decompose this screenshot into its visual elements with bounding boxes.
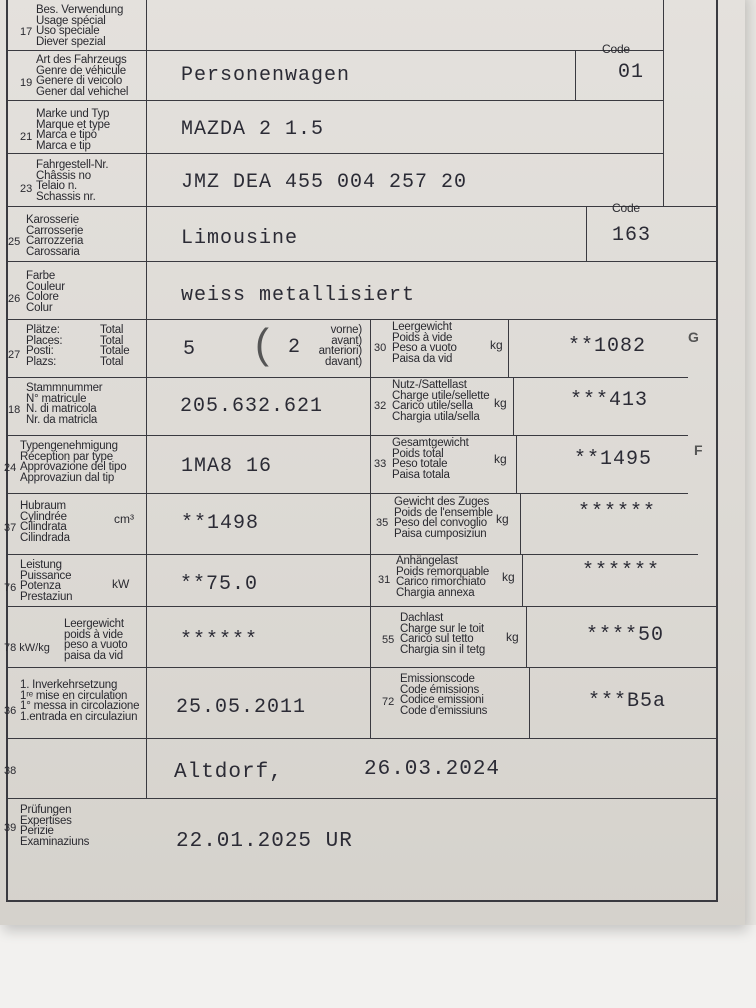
- label-fr: Puissance: [20, 569, 72, 582]
- empty-weight-value: **1082: [568, 335, 647, 358]
- field-number: 38: [4, 765, 17, 777]
- field-label-group: [396, 556, 489, 598]
- field-label-group: [20, 680, 139, 722]
- label-fr: Charge sur le toit: [400, 622, 484, 635]
- label-it: 1° messa in circolazione: [20, 700, 140, 712]
- total-weight-value: **1495: [574, 448, 653, 471]
- field-label-group: [26, 325, 62, 367]
- label-de: Leistung: [20, 559, 62, 571]
- label-de: Plätze:: [26, 324, 60, 336]
- front-label: avant): [331, 334, 362, 347]
- label-it: Telaio n.: [36, 180, 78, 192]
- label-rm: Paisa da vid: [392, 352, 453, 365]
- master-number-value: 205.632.621: [180, 395, 324, 418]
- background-surface: [0, 925, 756, 1008]
- label-it: peso a vuoto: [64, 639, 128, 651]
- label-it: Genere di veicolo: [36, 75, 123, 87]
- label-de: Dachlast: [400, 612, 444, 624]
- label-rm: Marca e tip: [36, 139, 91, 152]
- field-label-group: [400, 674, 487, 716]
- divider: [508, 319, 509, 377]
- label-it: Uso speciale: [36, 25, 100, 37]
- unit-label: kg: [502, 570, 515, 584]
- field-number: 25: [8, 236, 21, 248]
- label-fr: N° matricule: [26, 392, 87, 405]
- field-label-group: [394, 497, 493, 539]
- total-label-group: [100, 325, 130, 367]
- label-fr: Poids de l'ensemble: [394, 506, 493, 519]
- code-label: Code: [612, 201, 640, 215]
- label-de: Nutz-/Sattellast: [392, 379, 467, 391]
- label-de: Leergewicht: [64, 618, 124, 630]
- divider: [8, 798, 716, 799]
- field-number: 27: [8, 349, 21, 361]
- divider: [516, 435, 517, 493]
- label-it: Potenza: [20, 580, 61, 592]
- field-label-group: [36, 55, 128, 97]
- label-de: Bes. Verwendung: [36, 4, 124, 16]
- label-rm: Chargia sin il tetg: [400, 643, 486, 656]
- unit-label: kg: [494, 396, 507, 410]
- label-it: Peso a vuoto: [392, 342, 457, 354]
- front-label-group: [300, 325, 362, 367]
- label-rm: Examinaziuns: [20, 835, 90, 848]
- field-label-group: [400, 613, 485, 655]
- field-number: 76: [4, 582, 17, 594]
- label-fr: Genre de véhicule: [36, 64, 126, 77]
- label-it: Posti:: [26, 345, 54, 357]
- divider: [8, 738, 716, 739]
- label-de: Typengenehmigung: [20, 440, 118, 452]
- divider: [8, 50, 663, 51]
- field-number: 18: [8, 404, 21, 416]
- label-fr: Charge utile/sellette: [392, 389, 490, 402]
- field-label-group: [20, 805, 89, 847]
- front-label: davant): [325, 355, 362, 368]
- make-model-value: MAZDA 2 1.5: [181, 118, 325, 141]
- unit-label: kg: [506, 630, 519, 644]
- label-de: Anhängelast: [396, 555, 458, 567]
- field-number: 17: [20, 26, 33, 38]
- unit-label: kg: [490, 338, 503, 352]
- field-number: 35: [376, 517, 389, 529]
- divider: [8, 606, 716, 607]
- power-weight-ratio-value: ******: [180, 629, 259, 652]
- label-de: Leergewicht: [392, 321, 452, 333]
- label-it: Peso totale: [392, 458, 448, 470]
- field-number: 23: [20, 183, 33, 195]
- divider: [8, 206, 716, 207]
- unit-label: kg: [496, 512, 509, 526]
- label-de: Emissionscode: [400, 673, 475, 685]
- unit-label: kg: [494, 452, 507, 466]
- label-it: Carrozzeria: [26, 235, 84, 247]
- label-fr: Châssis no: [36, 169, 91, 182]
- field-label-group: [392, 380, 489, 422]
- field-number: 36: [4, 705, 17, 717]
- label-rm: Diever spezial: [36, 35, 106, 48]
- label-rm: Chargia annexa: [396, 586, 475, 599]
- label-it: Perizie: [20, 825, 54, 837]
- total-label: Total: [100, 324, 124, 336]
- power-value: **75.0: [180, 573, 259, 596]
- label-it: Colore: [26, 291, 59, 303]
- label-de: Gesamtgewicht: [392, 437, 469, 449]
- first-registration-value: 25.05.2011: [176, 696, 307, 719]
- type-approval-value: 1MA8 16: [181, 455, 273, 478]
- roof-load-value: ****50: [586, 624, 665, 647]
- front-label: vorne): [330, 324, 362, 336]
- emission-code-value: ***B5a: [588, 690, 667, 713]
- field-label-group: [20, 560, 72, 602]
- divider: [520, 493, 521, 554]
- label-it: Approvazione del tipo: [20, 461, 127, 473]
- divider: [146, 0, 147, 798]
- total-label: Total: [100, 355, 124, 368]
- label-it: Peso del convoglio: [394, 517, 487, 529]
- divider: [586, 206, 587, 261]
- label-it: Codice emissioni: [400, 694, 484, 706]
- divider: [8, 100, 663, 101]
- label-it: Carico sul tetto: [400, 633, 474, 645]
- label-fr: Couleur: [26, 280, 65, 293]
- label-it: N. di matricola: [26, 403, 97, 415]
- registration-card-frame: [6, 0, 718, 902]
- divider: [8, 554, 698, 555]
- field-number: 78 kW/kg: [4, 642, 50, 654]
- field-number: 31: [378, 574, 391, 586]
- displacement-value: **1498: [181, 512, 260, 535]
- field-label-group: [26, 383, 102, 425]
- divider: [8, 153, 663, 154]
- label-fr: Carrosserie: [26, 224, 84, 237]
- train-weight-value: ******: [578, 501, 657, 524]
- label-it: Carico utile/sella: [392, 400, 473, 412]
- seats-total-value: 5: [183, 338, 197, 361]
- body-type-value: Limousine: [181, 227, 299, 250]
- field-number: 33: [374, 458, 387, 470]
- label-de: Marke und Typ: [36, 108, 110, 120]
- label-fr: Cylindrée: [20, 510, 67, 523]
- code-label: Code: [602, 42, 630, 56]
- vehicle-kind-value: Personenwagen: [181, 64, 351, 87]
- divider: [8, 493, 688, 494]
- label-de: Karosserie: [26, 214, 79, 226]
- field-label-group: [392, 438, 469, 480]
- label-fr: Code émissions: [400, 683, 480, 696]
- unit-label: cm³: [114, 512, 134, 526]
- trailer-load-value: ******: [582, 560, 661, 583]
- label-fr: Usage spécial: [36, 14, 106, 27]
- front-label: anteriori): [318, 345, 362, 357]
- divider: [8, 319, 716, 320]
- label-de: Art des Fahrzeugs: [36, 54, 127, 66]
- payload-value: ***413: [570, 389, 649, 412]
- field-number: 37: [4, 522, 17, 534]
- seats-front-value: 2: [288, 336, 302, 359]
- field-label-group: [26, 271, 65, 313]
- field-number: 30: [374, 342, 387, 354]
- divider: [529, 667, 530, 738]
- label-de: Gewicht des Zuges: [394, 496, 490, 508]
- label-rm: Colur: [26, 301, 53, 314]
- field-label-group: [36, 109, 110, 151]
- label-de: Fahrgestell-Nr.: [36, 159, 109, 171]
- label-rm: Cilindrada: [20, 531, 70, 544]
- divider: [8, 261, 716, 262]
- divider: [8, 667, 716, 668]
- field-number: 32: [374, 400, 387, 412]
- label-fr: Poids remorquable: [396, 565, 490, 578]
- field-number: 24: [4, 462, 17, 474]
- label-fr: Expertises: [20, 814, 72, 827]
- field-number: 72: [382, 696, 395, 708]
- label-de: Hubraum: [20, 500, 66, 512]
- divider: [526, 606, 527, 667]
- label-de: Farbe: [26, 270, 56, 282]
- margin-marker: G: [688, 329, 699, 345]
- total-label: Totale: [100, 345, 130, 357]
- label-de: 1. Inverkehrsetzung: [20, 679, 118, 691]
- label-rm: Paisa cumposiziun: [394, 527, 487, 540]
- label-it: Marca e tipo: [36, 129, 97, 141]
- label-rm: Gener dal vehichel: [36, 85, 129, 98]
- label-rm: Paisa totala: [392, 468, 450, 481]
- label-fr: Poids total: [392, 447, 444, 460]
- label-fr: poids à vide: [64, 628, 123, 641]
- vehicle-kind-code: 01: [618, 61, 645, 84]
- label-de: Stammnummer: [26, 382, 103, 394]
- label-it: Carico rimorchiato: [396, 576, 486, 588]
- field-number: 26: [8, 293, 21, 305]
- label-fr: Réception par type: [20, 450, 113, 463]
- label-rm: Approvaziun dal tip: [20, 471, 115, 484]
- total-label: Total: [100, 334, 124, 347]
- label-rm: paisa da vid: [64, 649, 123, 662]
- label-fr: Poids à vide: [392, 331, 453, 344]
- field-label-group: [20, 441, 126, 483]
- field-number: 19: [20, 77, 33, 89]
- field-number: 39: [4, 822, 17, 834]
- label-rm: Chargia utila/sella: [392, 410, 480, 423]
- field-label-group: [20, 501, 70, 543]
- divider: [663, 0, 664, 206]
- label-fr: Marque et type: [36, 118, 110, 131]
- field-label-group: [36, 5, 123, 47]
- issue-place-value: Altdorf,: [174, 761, 283, 784]
- divider: [522, 554, 523, 606]
- divider: [8, 377, 688, 378]
- field-number: 21: [20, 131, 33, 143]
- body-type-code: 163: [612, 224, 652, 247]
- unit-label: kW: [112, 577, 130, 591]
- chassis-number-value: JMZ DEA 455 004 257 20: [181, 171, 468, 194]
- label-rm: Schassis nr.: [36, 190, 96, 203]
- field-label-group: [36, 160, 108, 202]
- margin-marker: F: [694, 442, 703, 458]
- issue-date-value: 26.03.2024: [364, 758, 501, 781]
- label-rm: Prestaziun: [20, 590, 73, 603]
- field-label-group: [64, 619, 127, 661]
- label-rm: Code d'emissiuns: [400, 704, 488, 717]
- bracket-glyph: (: [255, 320, 269, 367]
- label-rm: Plazs:: [26, 355, 57, 368]
- label-fr: 1ʳᵉ mise en circulation: [20, 689, 128, 702]
- divider: [513, 377, 514, 435]
- field-label-group: [26, 215, 83, 257]
- label-rm: 1.entrada en circulaziun: [20, 710, 138, 723]
- field-label-group: [392, 322, 457, 364]
- divider: [8, 435, 688, 436]
- divider: [370, 319, 371, 738]
- inspection-value: 22.01.2025 UR: [176, 830, 353, 853]
- field-number: 55: [382, 634, 395, 646]
- label-fr: Places:: [26, 334, 63, 347]
- colour-value: weiss metallisiert: [181, 284, 416, 307]
- label-it: Cilindrata: [20, 521, 67, 533]
- label-rm: Nr. da matricla: [26, 413, 98, 426]
- label-rm: Carossaria: [26, 245, 80, 258]
- divider: [575, 50, 576, 100]
- label-de: Prüfungen: [20, 804, 72, 816]
